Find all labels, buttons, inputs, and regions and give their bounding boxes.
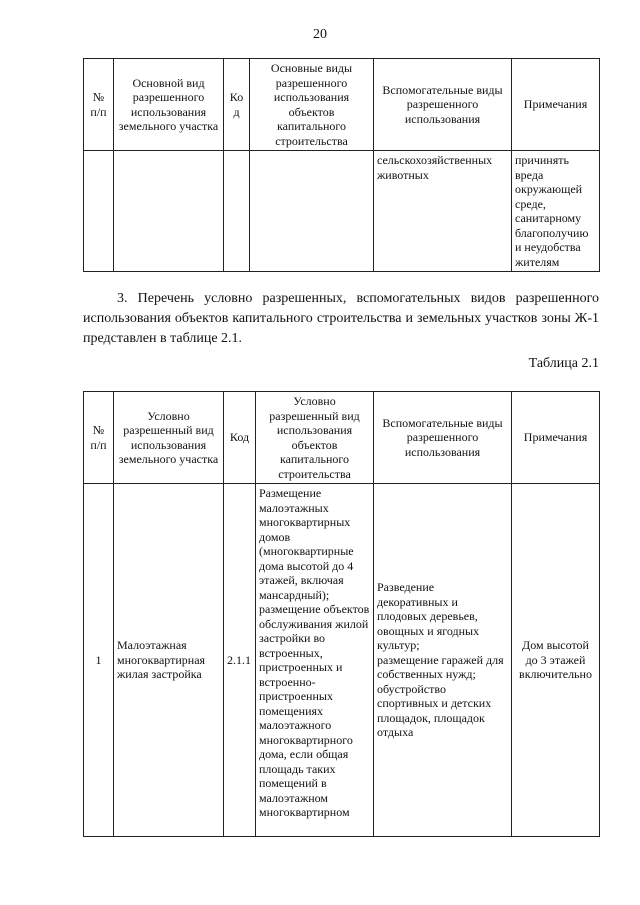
cell-code xyxy=(224,151,250,272)
cell-aux-use: Разведение декоративных и плодовых деревьев, овощных и ягодных культур; размещение гаражей для собственных нужд; обустройство спортивных и детских площадок, площадок отдыха xyxy=(374,484,512,837)
header-capital-use: Основные виды разрешенного использования объектов капитального строительства xyxy=(250,59,374,151)
cell-num xyxy=(84,151,114,272)
table-row xyxy=(84,151,600,272)
cell-aux-use: сельскохозяйственных животных xyxy=(374,151,512,272)
cell-code: 2.1.1 xyxy=(224,484,256,837)
cell-main-use xyxy=(114,151,224,272)
cell-notes: Дом высотой до 3 этажей включительно xyxy=(512,484,600,837)
conditional-uses-table xyxy=(83,391,600,837)
cell-cond-capital-use: Размещение малоэтажных многоквартирных домов (многоквартирные дома высотой до 4 этажей, включая мансардный); размещение объектов обслуживания жилой застройки во встроенных, пристроенных и встроенно-пристроенных помещениях малоэтажного многоквартирного дома, если общая площадь таких помещений в малоэтажном многоквартирном xyxy=(256,484,374,837)
page-number: 20 xyxy=(313,27,327,42)
header-code: Код xyxy=(224,392,256,484)
header-num: № п/п xyxy=(84,392,114,484)
cell-capital-use xyxy=(250,151,374,272)
table-header-row xyxy=(84,59,600,151)
header-code: Ко д xyxy=(224,59,250,151)
header-num: № п/п xyxy=(84,59,114,151)
header-notes: Примечания xyxy=(512,392,600,484)
header-cond-use: Условно разрешенный вид использования земельного участка xyxy=(114,392,224,484)
table-caption: Таблица 2.1 xyxy=(528,356,599,371)
cell-notes: причинять вреда окружающей среде, санитарному благополучию и неудобства жителям xyxy=(512,151,600,272)
header-aux-use: Вспомогательные виды разрешенного использования xyxy=(374,59,512,151)
regulations-table-continued xyxy=(83,58,600,272)
cell-num: 1 xyxy=(84,484,114,837)
table-row xyxy=(84,484,600,837)
header-cond-capital-use: Условно разрешенный вид использования объектов капитального строительства xyxy=(256,392,374,484)
paragraph-3: 3. Перечень условно разрешенных, вспомогательных видов разрешенного использования объектов капитального строительства и земельных участков зоны Ж-1 представлен в таблице 2.1. xyxy=(83,291,599,346)
header-main-use: Основной вид разрешенного использования земельного участка xyxy=(114,59,224,151)
cell-cond-use: Малоэтажная многоквартирная жилая застройка xyxy=(114,484,224,837)
header-aux-use: Вспомогательные виды разрешенного использования xyxy=(374,392,512,484)
table-header-row xyxy=(84,392,600,484)
header-notes: Примечания xyxy=(512,59,600,151)
